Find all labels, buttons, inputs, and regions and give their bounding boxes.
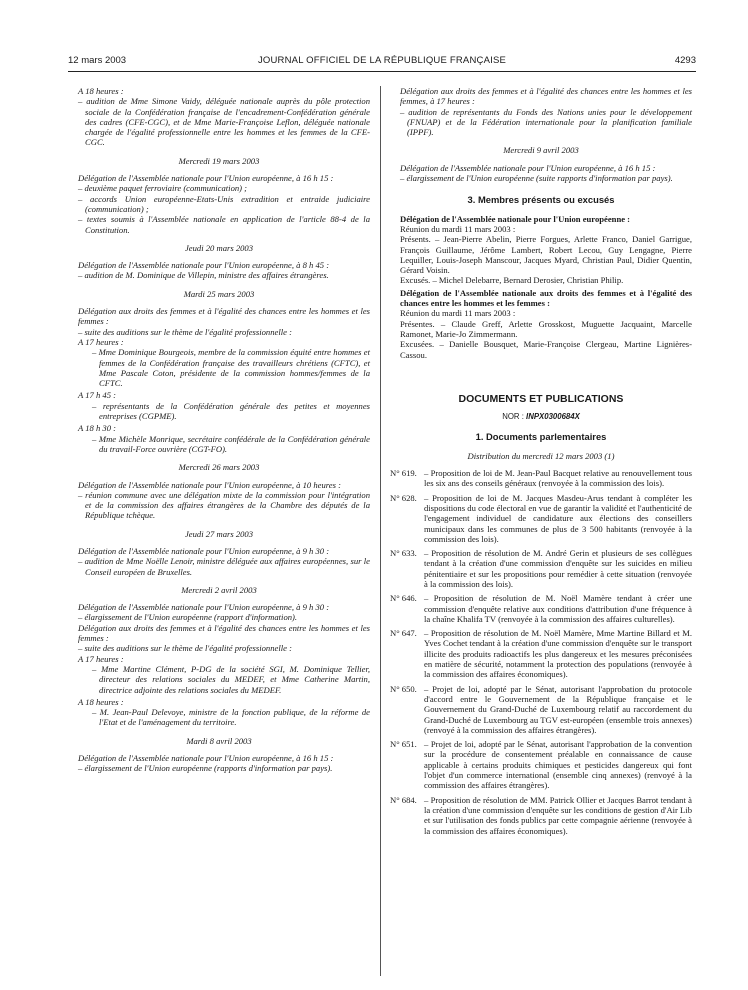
excused-members: Excusés. – Michel Delebarre, Bernard Derosier, Christian Philip. bbox=[400, 275, 624, 286]
document-number: N° 619. bbox=[390, 468, 417, 479]
document-text: – Projet de loi, adopté par le Sénat, autorisant l'approbation de la convention sur la procédure de consentement préalable en connaissance de cause applicable à certains produits chimiques et pesticides dangereux qui font l'objet d'un commerce international (ensemble cinq annexes) (renvoyé à la commission des affaires étrangères). bbox=[424, 739, 692, 791]
time-line: A 18 h 30 : bbox=[78, 423, 117, 434]
time-line: A 17 heures : bbox=[78, 653, 124, 664]
document-number: N° 651. bbox=[390, 739, 417, 750]
agenda-item: – suite des auditions sur le thème de l'égalité professionnelle : bbox=[78, 643, 292, 654]
agenda-item: – M. Jean-Paul Delevoye, ministre de la fonction publique, de la réforme de l'Etat et de l'aménagement du territoire. bbox=[92, 707, 370, 728]
document-entry bbox=[390, 468, 692, 489]
document-text: – Proposition de résolution de M. André Gerin et plusieurs de ses collègues tendant à la création d'une commission d'enquête sur les suicides en milieu pénitentiaire et sur les propositions pour remédier à cette situation (renvoyée à la commission des lois). bbox=[424, 548, 692, 589]
date-heading: Mercredi 19 mars 2003 bbox=[178, 155, 260, 166]
document-entry bbox=[390, 739, 692, 790]
document-text: – Proposition de résolution de M. Noël Mamère, Mme Martine Billard et M. Yves Cochet tendant à la création d'une commission d'enquête sur le transport illicite des produits radioactifs les plus dangereux et les mesures préconisées en matière de sécurité, notamment la protection des populations (renvoyée à la commission des affaires économiques). bbox=[424, 628, 692, 680]
agenda-item: – élargissement de l'Union européenne (rapport d'information). bbox=[78, 612, 298, 623]
page-header bbox=[68, 53, 696, 72]
delegation-heading: Délégation de l'Assemblée nationale pour l'Union européenne : bbox=[400, 213, 631, 224]
agenda-item: – audition de représentants du Fonds des Nations unies pour le développement (FNUAP) et de la Fédération internationale pour la planification familiale (IPPF). bbox=[400, 106, 692, 138]
agenda-item: – élargissement de l'Union européenne (suite rapports d'information par pays). bbox=[400, 173, 673, 184]
excused-members: Excusées. – Danielle Bousquet, Marie-Françoise Clergeau, Martine Lignières-Cassou. bbox=[400, 339, 692, 360]
document-number: N° 650. bbox=[390, 683, 417, 694]
distribution-line: Distribution du mercredi 12 mars 2003 (1) bbox=[467, 450, 615, 461]
document-number: N° 628. bbox=[390, 492, 417, 503]
agenda-item: – réunion commune avec une délégation mixte de la commission pour l'intégration et de la commission des affaires étrangères de la Chambre des députés de la République tchèque. bbox=[78, 489, 370, 521]
time-line: A 17 h 45 : bbox=[78, 390, 117, 401]
present-members: Présents. – Jean-Pierre Abelin, Pierre Forgues, Arlette Franco, Daniel Garrigue, François Guillaume, Jérôme Lambert, Robert Lecou, Guy Lengagne, Pierre Lequiller, Louis-Joseph Manscour, Jacques Myard, Christian Paul, Didier Quentin, Gérard Voisin. bbox=[400, 234, 692, 276]
session-line: Délégation de l'Assemblée nationale pour l'Union européenne, à 16 h 15 : bbox=[78, 173, 334, 184]
date-heading: Mercredi 26 mars 2003 bbox=[178, 462, 260, 473]
session-line: Délégation de l'Assemblée nationale pour l'Union européenne, à 8 h 45 : bbox=[78, 260, 330, 271]
nor-reference bbox=[390, 412, 692, 422]
document-number: N° 633. bbox=[390, 548, 417, 559]
session-line: Délégation de l'Assemblée nationale pour l'Union européenne, à 9 h 30 : bbox=[78, 602, 330, 613]
section-heading-documents: 1. Documents parlementaires bbox=[475, 431, 607, 443]
agenda-item: – audition de M. Dominique de Villepin, ministre des affaires étrangères. bbox=[78, 270, 329, 281]
delegation-heading: Délégation de l'Assemblée nationale aux droits des femmes et à l'égalité des chances entre les hommes et les femmes : bbox=[400, 287, 692, 309]
meeting-line: Réunion du mardi 11 mars 2003 : bbox=[400, 223, 516, 234]
nor-label: NOR : bbox=[502, 412, 527, 422]
document-text: – Proposition de résolution de M. Noël Mamère tendant à créer une commission d'enquête relative aux conditions d'attribution d'une fréquence à la chaîne Khalifa TV (renvoyée à la commission des affaires culturelles). bbox=[424, 593, 692, 624]
time-line: A 18 heures : bbox=[78, 696, 124, 707]
document-text: – Projet de loi, adopté par le Sénat, autorisant l'approbation du protocole d'accord entre le Gouvernement de la République française et le Gouvernement du Grand-Duché de Luxembourg relatif au raccordement du Grand-Duché de Luxembourg au TGV est-européen (ensemble trois annexes) (renvoyé à la commission des affaires étrangères). bbox=[424, 683, 692, 735]
session-line: Délégation de l'Assemblée nationale pour l'Union européenne, à 16 h 15 : bbox=[400, 162, 656, 173]
time-line: A 17 heures : bbox=[78, 336, 124, 347]
session-line: Délégation aux droits des femmes et à l'égalité des chances entre les hommes et les femmes : bbox=[78, 306, 370, 327]
document-entry bbox=[390, 493, 692, 544]
session-line: Délégation de l'Assemblée nationale pour l'Union européenne, à 9 h 30 : bbox=[78, 545, 330, 556]
agenda-item: – deuxième paquet ferroviaire (communication) ; bbox=[78, 183, 248, 194]
document-number: N° 684. bbox=[390, 794, 417, 805]
agenda-item: – textes soumis à l'Assemblée nationale en application de l'article 88-4 de la Constitution. bbox=[78, 214, 370, 235]
document-entry bbox=[390, 795, 692, 836]
meeting-line: Réunion du mardi 11 mars 2003 : bbox=[400, 308, 516, 319]
document-text: – Proposition de loi de M. Jacques Masdeu-Arus tendant à compléter les dispositions du code électoral en vue de garantir la validité et l'authenticité de l'engagement individuel de candidature aux élections des conseillers municipaux dans les communes de plus de 3 500 habitants (renvoyée à la commission des lois). bbox=[424, 492, 692, 544]
document-number: N° 646. bbox=[390, 593, 417, 604]
present-members: Présentes. – Claude Greff, Arlette Grosskost, Muguette Jacquaint, Marcelle Ramonet, Marie-Jo Zimmermann. bbox=[400, 318, 692, 339]
agenda-item: – audition de Mme Simone Vaidy, déléguée nationale auprès du pôle protection sociale de la Confédération française de l'encadrement-Confédération générale des cadres (CFE-CGC), et de Mme Marie-Françoise Leflon, déléguée nationale chargée de l'égalité professionnelle entre les hommes et les femmes de la CFE-CGC. bbox=[78, 96, 370, 148]
page-columns bbox=[68, 86, 696, 980]
nor-code: INPX0300684X bbox=[526, 412, 580, 422]
document-entry bbox=[390, 548, 692, 589]
session-line: Délégation de l'Assemblée nationale pour l'Union européenne, à 16 h 15 : bbox=[78, 753, 334, 764]
date-heading: Mardi 8 avril 2003 bbox=[186, 735, 252, 746]
session-line: Délégation aux droits des femmes et à l'égalité des chances entre les hommes et les femmes : bbox=[78, 622, 370, 644]
time-line: A 18 heures : bbox=[78, 86, 124, 96]
agenda-item: – élargissement de l'Union européenne (rapports d'information par pays). bbox=[78, 763, 333, 774]
header-page-number: 4293 bbox=[674, 55, 696, 66]
header-journal-title: JOURNAL OFFICIEL DE LA RÉPUBLIQUE FRANÇAISE bbox=[257, 55, 507, 66]
agenda-item: – accords Union européenne-Etats-Unis extradition et entraide judiciaire (communication) ; bbox=[78, 193, 370, 214]
right-column bbox=[390, 86, 692, 840]
date-heading: Mercredi 9 avril 2003 bbox=[503, 145, 579, 156]
document-entry bbox=[390, 593, 692, 624]
agenda-item: – représentants de la Confédération générale des petites et moyennes entreprises (CGPME). bbox=[92, 400, 370, 422]
date-heading: Jeudi 27 mars 2003 bbox=[184, 528, 254, 539]
agenda-item: – Mme Dominique Bourgeois, membre de la commission équité entre hommes et femmes de la Confédération française des travailleurs chrétiens (CFTC), et Mme Pascale Coton, présidente de la commission hommes/femmes de la CFTC. bbox=[92, 347, 370, 389]
agenda-item: – Mme Martine Clément, P-DG de la société SGI, M. Dominique Tellier, directeur des relations sociales du MEDEF, et Mme Catherine Martin, directrice adjointe des relations sociales du MEDEF. bbox=[92, 663, 370, 695]
agenda-item: – suite des auditions sur le thème de l'égalité professionnelle : bbox=[78, 326, 292, 337]
date-heading: Mardi 25 mars 2003 bbox=[183, 288, 255, 299]
agenda-item: – Mme Michèle Monrique, secrétaire confédérale de la Confédération générale du travail-Force ouvrière (CGT-FO). bbox=[92, 433, 370, 454]
document-text: – Proposition de résolution de MM. Patrick Ollier et Jacques Barrot tendant à la création d'une commission d'enquête sur les conditions de gestion d'Air Lib et sur l'utilisation des fonds publics par cette compagnie aérienne (renvoyée à la commission des affaires économiques). bbox=[424, 794, 692, 836]
section-heading-members: 3. Membres présents ou excusés bbox=[467, 194, 615, 206]
session-line: Délégation de l'Assemblée nationale pour l'Union européenne, à 10 heures : bbox=[78, 479, 341, 490]
document-entry bbox=[390, 628, 692, 679]
document-text: – Proposition de loi de M. Jean-Paul Bacquet relative au renouvellement tous les six ans des conseils généraux (renvoyée à la commission des lois). bbox=[424, 468, 692, 489]
date-heading: Jeudi 20 mars 2003 bbox=[184, 242, 254, 253]
left-column bbox=[68, 86, 370, 774]
date-heading: Mercredi 2 avril 2003 bbox=[181, 584, 257, 595]
session-line: Délégation aux droits des femmes et à l'égalité des chances entre les hommes et les femmes, à 17 heures : bbox=[400, 86, 692, 107]
document-entry bbox=[390, 684, 692, 735]
header-date: 12 mars 2003 bbox=[68, 55, 127, 66]
document-number: N° 647. bbox=[390, 628, 417, 639]
agenda-item: – audition de Mme Noëlle Lenoir, ministre déléguée aux affaires européennes, sur le Conseil européen de Bruxelles. bbox=[78, 556, 370, 577]
documents-publications-heading: DOCUMENTS ET PUBLICATIONS bbox=[458, 392, 624, 405]
